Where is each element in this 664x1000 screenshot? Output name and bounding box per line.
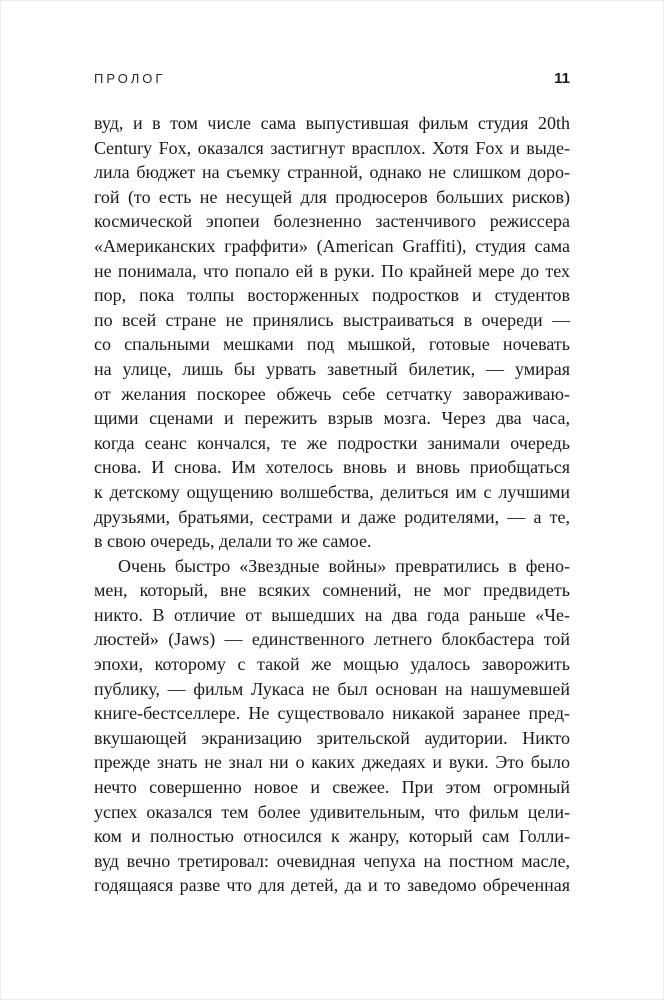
text-line: вуд, и в том числе сама выпустившая фильм студия 20th [94, 113, 570, 133]
text-line: мен, который, вне всяких сомнений, не мог предвидеть [94, 580, 570, 601]
text-line: «Американских граффити» (American Graffiti), студия сама [94, 235, 570, 256]
text-line: пор, пока толпы восторженных подростков и студентов [94, 285, 570, 306]
text-line: Century Fox, оказался застигнут врасплох. Хотя Fox и выде- [94, 137, 570, 158]
text-line: снова. И снова. Им хотелось вновь и вновь приобщаться [94, 457, 570, 478]
text-line: когда сеанс кончался, те же подростки занимали очередь [94, 432, 570, 453]
running-head: ПРОЛОГ [94, 71, 166, 86]
text-line: успех оказался тем более удивительным, что фильм цели- [94, 801, 570, 822]
text-line: щими сценами и пережить взрыв мозга. Через два часа, [94, 408, 570, 429]
text-line: книге-бестселлере. Не существовало никакой заранее пред- [94, 703, 570, 724]
paragraph [94, 111, 570, 554]
text-line: лила бюджет на съемку странной, однако не слишком доро- [94, 162, 570, 183]
text-line: со спальными мешками под мышкой, готовые ночевать [94, 334, 570, 355]
text-line: вуд вечно третировал: очевидная чепуха на постном масле, [94, 850, 570, 871]
text-line: в свою очередь, делали то же самое. [94, 531, 372, 552]
text-line: публику, — фильм Лукаса не был основан на нашумевшей [94, 678, 570, 699]
text-line: к детскому ощущению волшебства, делиться им с лучшими [94, 481, 570, 502]
page-header [94, 70, 570, 87]
text-line: гой (то есть не несущей для продюсеров больших рисков) [94, 186, 570, 207]
text-line: никто. В отличие от вышедших на два года раньше «Че- [94, 604, 570, 625]
page-body [94, 111, 570, 898]
text-line: по всей стране не принялись выстраиваться в очереди — [94, 309, 570, 330]
text-line: от желания поскорее обжечь себе сетчатку завораживаю- [94, 383, 570, 404]
text-line: прежде знать не знал ни о каких джедаях и вуки. Это было [94, 752, 570, 773]
text-line: годящаяся разве что для детей, да и то заведомо обреченная [94, 875, 570, 896]
text-line: ком и полностью относился к жанру, который сам Голли- [94, 826, 570, 847]
text-line: Очень быстро «Звездные войны» превратились в фено- [118, 555, 570, 576]
text-line: не понимала, что попало ей в руки. По крайней мере до тех [94, 260, 570, 281]
text-line: на улице, лишь бы урвать заветный билетик, — умирая [94, 358, 570, 379]
paragraph [94, 554, 570, 898]
page-number: 11 [554, 70, 570, 87]
text-line: друзьями, братьями, сестрами и даже родителями, — а те, [94, 506, 570, 527]
text-line: эпохи, которому с такой же мощью удалось заворожить [94, 654, 570, 675]
text-line: вкушающей экранизацию зрительской аудитории. Никто [94, 727, 570, 748]
text-line: люстей» (Jaws) — единственного летнего блокбастера той [94, 629, 570, 650]
text-line: нечто совершенно новое и свежее. При этом огромный [94, 777, 570, 798]
text-line: космической эпопеи болезненно застенчивого режиссера [94, 211, 570, 232]
